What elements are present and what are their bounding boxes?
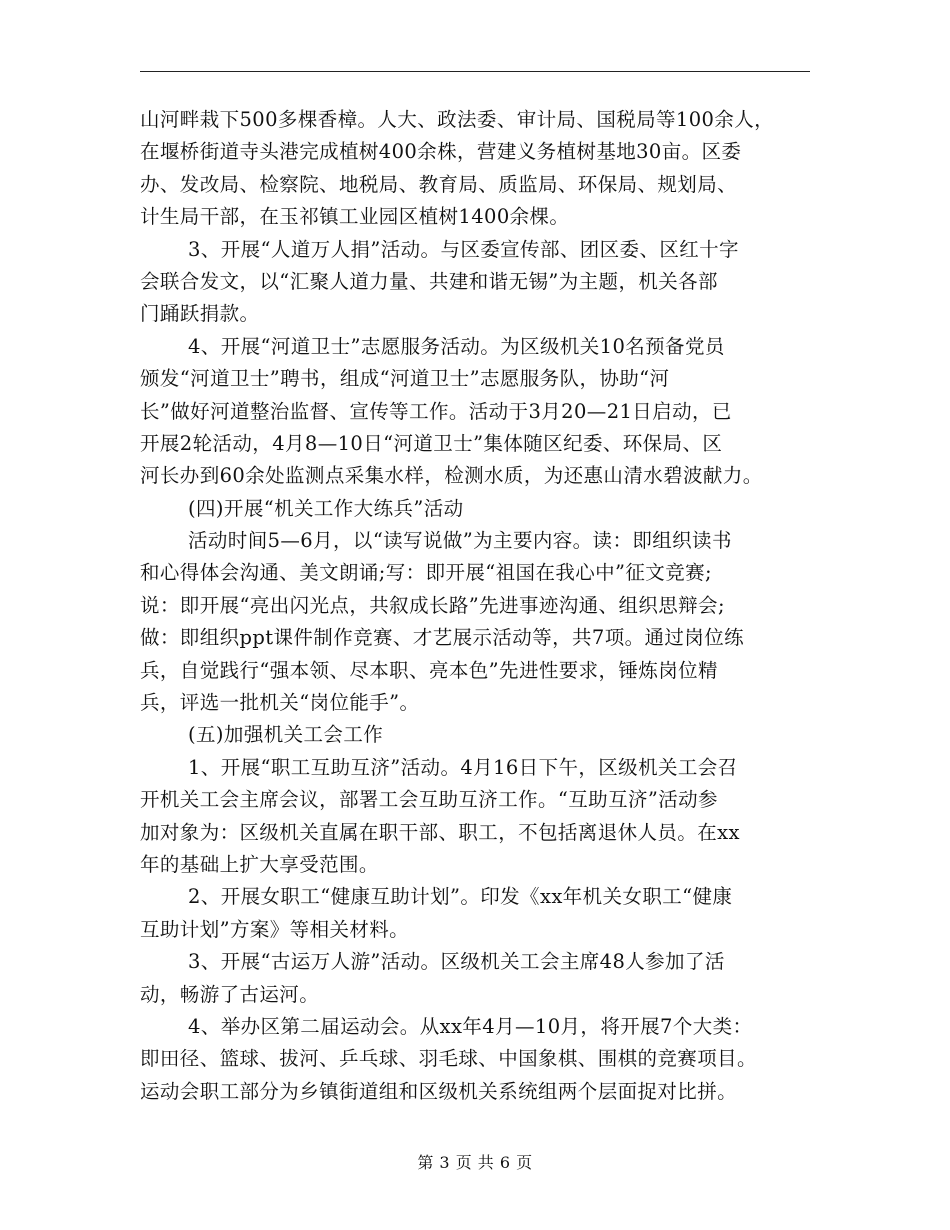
text-line: 4、开展“河道卫士”志愿服务活动。为区级机关10名预备党员 (188, 334, 725, 358)
text-line: 2、开展女职工“健康互助计划”。印发《xx年机关女职工“健康 (188, 885, 733, 909)
text-line: 开展2轮活动，4月8—10日“河道卫士”集体随区纪委、环保局、区 (140, 431, 723, 455)
text-line: 长”做好河道整治监督、宣传等工作。活动于3月20—21日启动，已 (140, 399, 732, 423)
text-line: 河长办到60余处监测点采集水样，检测水质，为还惠山清水碧波献力。 (140, 464, 763, 488)
text-line: 计生局干部，在玉祁镇工业园区植树1400余棵。 (140, 205, 570, 229)
text-line: 说：即开展“亮出闪光点，共叙成长路”先进事迹沟通、组织思辩会; (140, 593, 725, 617)
text-line: 门踊跃捐款。 (140, 302, 260, 326)
text-line: 年的基础上扩大享受范围。 (140, 852, 379, 876)
text-line: 1、开展“职工互助互济”活动。4月16日下午，区级机关工会召 (188, 755, 738, 779)
page-footer: 第 3 页 共 6 页 (417, 1153, 533, 1172)
text-line: 办、发改局、检察院、地税局、教育局、质监局、环保局、规划局、 (140, 172, 738, 196)
text-line: (五)加强机关工会工作 (188, 723, 384, 747)
text-line: 兵，评选一批机关“岗位能手”。 (140, 691, 420, 715)
text-line: 活动时间5—6月，以“读写说做”为主要内容。读：即组织读书 (188, 529, 732, 553)
header-rule (140, 71, 810, 72)
text-line: 兵，自觉践行“强本领、尽本职、亮本色”先进性要求，锤炼岗位精 (140, 658, 718, 682)
text-line: 3、开展“古运万人游”活动。区级机关工会主席48人参加了活 (188, 950, 725, 974)
text-line: 在堰桥街道寺头港完成植树400余株，营建义务植树基地30亩。区委 (140, 140, 742, 164)
text-line: 即田径、篮球、拔河、乒乓球、羽毛球、中国象棋、围棋的竞赛项目。 (140, 1047, 757, 1071)
text-line: 互助计划”方案》等相关材料。 (140, 917, 410, 941)
text-line: 4、举办区第二届运动会。从xx年4月—10月，将开展7个大类： (188, 1014, 753, 1038)
text-line: 动，畅游了古运河。 (140, 982, 320, 1006)
text-line: 运动会职工部分为乡镇街道组和区级机关系统组两个层面捉对比拼。 (140, 1079, 738, 1103)
text-line: 和心得体会沟通、美文朗诵;写：即开展“祖国在我心中”征文竞赛; (140, 561, 712, 585)
text-line: 山河畔栽下500多棵香樟。人大、政法委、审计局、国税局等100余人， (140, 108, 775, 131)
text-line: 会联合发文，以“汇聚人道力量、共建和谐无锡”为主题，机关各部 (140, 269, 718, 293)
text-line: 加对象为：区级机关直属在职干部、职工，不包括离退休人员。在xx (140, 820, 740, 844)
body-text (140, 104, 820, 1108)
text-line: 3、开展“人道万人捐”活动。与区委宣传部、团区委、区红十字 (188, 237, 739, 261)
text-line: (四)开展“机关工作大练兵”活动 (188, 496, 464, 520)
text-line: 做：即组织ppt课件制作竞赛、才艺展示活动等，共7项。通过岗位练 (140, 626, 745, 650)
text-line: 颁发“河道卫士”聘书，组成“河道卫士”志愿服务队，协助“河 (140, 367, 670, 391)
text-line: 开机关工会主席会议，部署工会互助互济工作。“互助互济”活动参 (140, 788, 718, 812)
